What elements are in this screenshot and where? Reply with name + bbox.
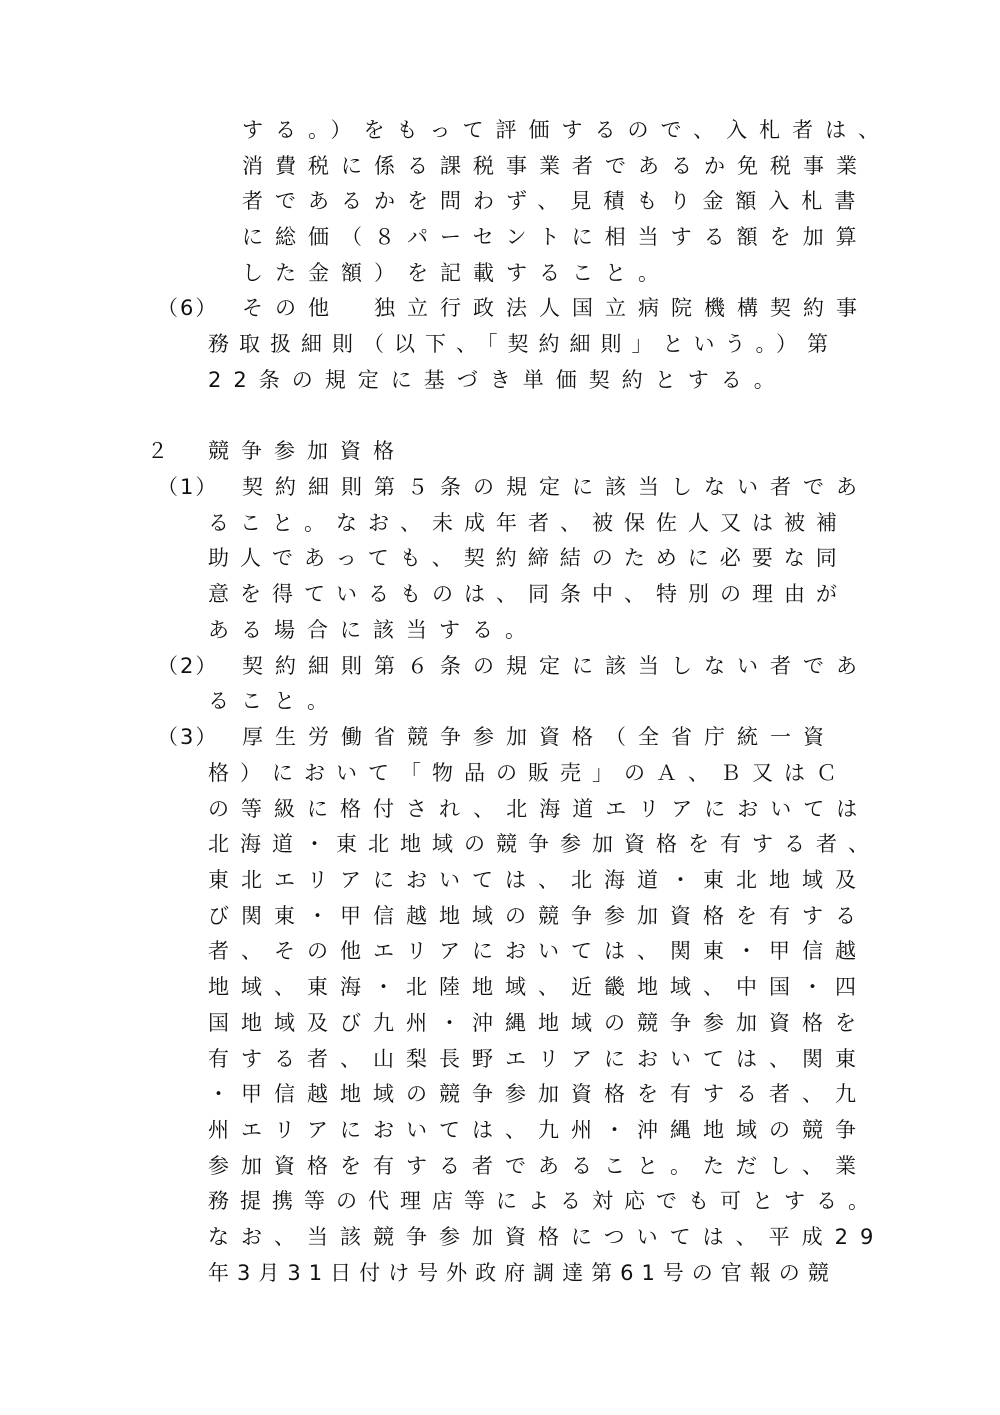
text-line: の等級に格付され、北海道エリアにおいては xyxy=(208,797,870,821)
item-marker-6: （6） xyxy=(157,296,219,320)
text-line: ること。なお、未成年者、被保佐人又は被補 xyxy=(208,511,848,535)
text-line: 助人であっても、契約締結のために必要な同 xyxy=(208,546,848,570)
text-line: 東北エリアにおいては、北海道・東北地域及 xyxy=(208,868,868,892)
text-line: 務取扱細則（以下、「契約細則」という。）第 xyxy=(208,332,838,356)
text-line: その他 独立行政法人国立病院機構契約事 xyxy=(242,296,869,320)
text-line: 者、その他エリアにおいては、関東・甲信越 xyxy=(208,939,868,963)
text-line: 北海道・東北地域の競争参加資格を有する者、 xyxy=(208,832,880,856)
text-line: び関東・甲信越地域の競争参加資格を有する xyxy=(208,904,868,928)
text-line: 厚生労働省競争参加資格（全省庁統一資 xyxy=(242,725,836,749)
section-heading: 競争参加資格 xyxy=(208,439,406,463)
text-line: 者であるかを問わず、見積もり金額入札書 xyxy=(242,189,868,213)
text-line: 年3月31日付け号外政府調達第61号の官報の競 xyxy=(208,1261,837,1285)
text-line: なお、当該競争参加資格については、平成29 xyxy=(208,1225,886,1249)
text-line: ること。 xyxy=(208,689,340,713)
text-line: した金額）を記載すること。 xyxy=(242,261,671,285)
text-line: 22条の規定に基づき単価契約とする。 xyxy=(208,368,787,392)
item-marker-1: （1） xyxy=(157,475,219,499)
item-marker-2: （2） xyxy=(157,654,219,678)
text-line: に総価（８パーセントに相当する額を加算 xyxy=(242,225,869,249)
text-line: 消費税に係る課税事業者であるか免税事業 xyxy=(242,154,869,178)
text-line: 務提携等の代理店等による対応でも可とする。 xyxy=(208,1189,880,1213)
text-line: 意を得ているものは、同条中、特別の理由が xyxy=(208,582,848,606)
text-line: 州エリアにおいては、九州・沖縄地域の競争 xyxy=(208,1118,868,1142)
item-marker-3: （3） xyxy=(157,725,219,749)
text-line: 国地域及び九州・沖縄地域の競争参加資格を xyxy=(208,1011,868,1035)
text-line: 格）において「物品の販売」のＡ、Ｂ又はＣ xyxy=(208,761,848,785)
text-line: 契約細則第６条の規定に該当しない者であ xyxy=(242,654,869,678)
text-line: 有する者、山梨長野エリアにおいては、関東 xyxy=(208,1047,868,1071)
text-line: する。）をもって評価するので、入札者は、 xyxy=(242,118,892,142)
text-line: ・甲信越地域の競争参加資格を有する者、九 xyxy=(208,1082,868,1106)
text-line: 契約細則第５条の規定に該当しない者であ xyxy=(242,475,869,499)
text-line: 地域、東海・北陸地域、近畿地域、中国・四 xyxy=(208,975,868,999)
text-line: 参加資格を有する者であること。ただし、業 xyxy=(208,1154,868,1178)
section-number: ２ xyxy=(147,439,170,463)
text-line: ある場合に該当する。 xyxy=(208,618,538,642)
